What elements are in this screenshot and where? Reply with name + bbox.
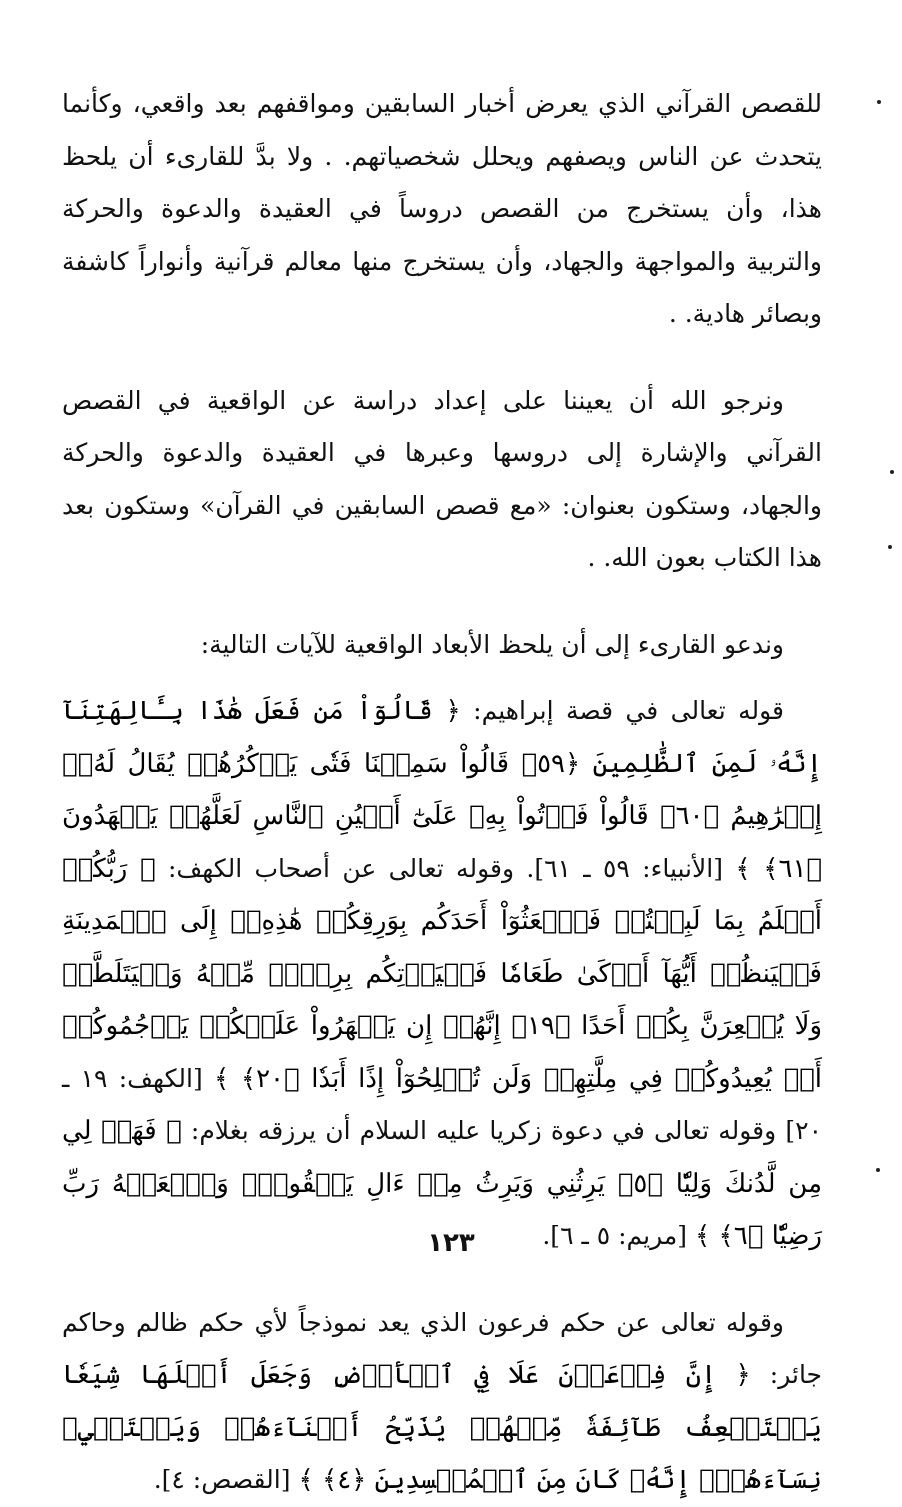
page-body <box>62 78 823 1495</box>
paragraph-intro: للقصص القرآني الذي يعرض أخبار السابقين ومواقفهم بعد واقعي، وكأنما يتحدث عن الناس ويصفهم ويحلل شخصياتهم. . ولا بدَّ للقارىء أن يلحظ هذا، وأن يستخرج من القصص دروساً في العقيدة والدعوة والحركة والتربية والمواجهة والجهاد، وأن يستخرج منها معالم قرآنية وأنواراً كاشفة وبصائر هادية. . <box>62 89 822 328</box>
paragraph-invitation: وندعو القارىء إلى أن يلحظ الأبعاد الواقعية للآيات التالية: <box>200 629 784 659</box>
citation-kahf: [الكهف: ١٩ ـ ٢٠] <box>62 1063 822 1145</box>
margin-mark <box>877 100 881 104</box>
intro-zakariya: وقوله تعالى في دعوة زكريا عليه السلام أن يرزقه بغلام: <box>190 1116 777 1145</box>
quran-verse-ibrahim: ﴿ قَالُوٓاْ مَن فَعَلَ هَٰذَا بِـَٔالِهَتِنَآ إِنَّهُۥ لَمِنَ ٱلظَّٰلِمِينَ ﴿٥٩﴾ قَالُواْ سَمِعۡنَا فَتٗى يَذۡكُرُهُمۡ يُقَالُ لَهُۥٓ إِبۡرَٰهِيمُ ﴿٦٠﴾ قَالُواْ فَأۡتُواْ بِهِۦ عَلَىٰٓ أَعۡيُنِ ٱلنَّاسِ لَعَلَّهُمۡ يَشۡهَدُونَ ﴿٦١﴾ ﴾ <box>62 696 823 884</box>
quran-verse-zakariya: ﴿ فَهَبۡ لِي مِن لَّدُنكَ وَلِيّٗا ﴿٥﴾ يَرِثُنِي وَيَرِثُ مِنۡ ءَالِ يَعۡقُوبَۖ وَٱجۡعَلۡهُ رَبِّ رَضِيّٗا ﴿٦﴾ ﴾ <box>62 1116 822 1251</box>
paragraph-verses <box>62 685 822 1263</box>
citation-qasas: [القصص: ٤]. <box>153 1465 291 1494</box>
paragraph-pharaoh <box>62 1297 822 1507</box>
paragraph-study: ونرجو الله أن يعيننا على إعداد دراسة عن الواقعية في القصص القرآني والإشارة إلى دروسها وعبرها في العقيدة والدعوة والحركة والجهاد، وستكون بعنوان: «مع قصص السابقين في القرآن» وستكون بعد هذا الكتاب بعون الله. . <box>62 385 822 572</box>
quran-verse-pharaoh: ﴿ إِنَّ فِرۡعَوۡنَ عَلَا فِي ٱلۡأَرۡضِ وَجَعَلَ أَهۡلَهَا شِيَعٗا يَسۡتَضۡعِفُ طَآئِفَةٗ مِّنۡهُمۡ يُذَبِّحُ أَبۡنَآءَهُمۡ وَيَسۡتَحۡيِۦ نِسَآءَهُمۡۚ إِنَّهُۥ كَانَ مِنَ ٱلۡمُفۡسِدِينَ ﴿٤﴾ ﴾ <box>62 1360 822 1495</box>
page-number: ١٢٣ <box>427 1228 475 1258</box>
margin-mark <box>876 1168 880 1172</box>
quran-verse-kahf: ﴿ رَبُّكُمۡ أَعۡلَمُ بِمَا لَبِثۡتُمۡ فَٱبۡعَثُوٓاْ أَحَدَكُم بِوَرِقِكُمۡ هَٰذِهِۦٓ إِلَى ٱلۡمَدِينَةِ فَلۡيَنظُرۡ أَيُّهَآ أَزۡكَىٰ طَعَامٗا فَلۡيَأۡتِكُم بِرِزۡقٖ مِّنۡهُ وَلۡيَتَلَطَّفۡ وَلَا يُشۡعِرَنَّ بِكُمۡ أَحَدًا ﴿١٩﴾ إِنَّهُمۡ إِن يَظۡهَرُواْ عَلَيۡكُمۡ يَرۡجُمُوكُمۡ أَوۡ يُعِيدُوكُمۡ فِي مِلَّتِهِمۡ وَلَن تُفۡلِحُوٓاْ إِذًا أَبَدٗا ﴿٢٠﴾ ﴾ <box>62 853 822 1094</box>
citation-anbiya: [الأنبياء: ٥٩ ـ ٦١]. <box>526 853 723 883</box>
intro-pharaoh: وقوله تعالى عن حكم فرعون الذي يعد نموذجاً لأي حكم ظالم وحاكم جائر: <box>62 1307 823 1389</box>
citation-maryam: [مريم: ٥ ـ ٦]. <box>542 1221 688 1250</box>
intro-ibrahim: قوله تعالى في قصة إبراهيم: <box>473 696 784 725</box>
margin-mark <box>888 545 892 549</box>
intro-kahf: وقوله تعالى عن أصحاب الكهف: <box>167 853 515 883</box>
margin-mark <box>890 470 894 474</box>
